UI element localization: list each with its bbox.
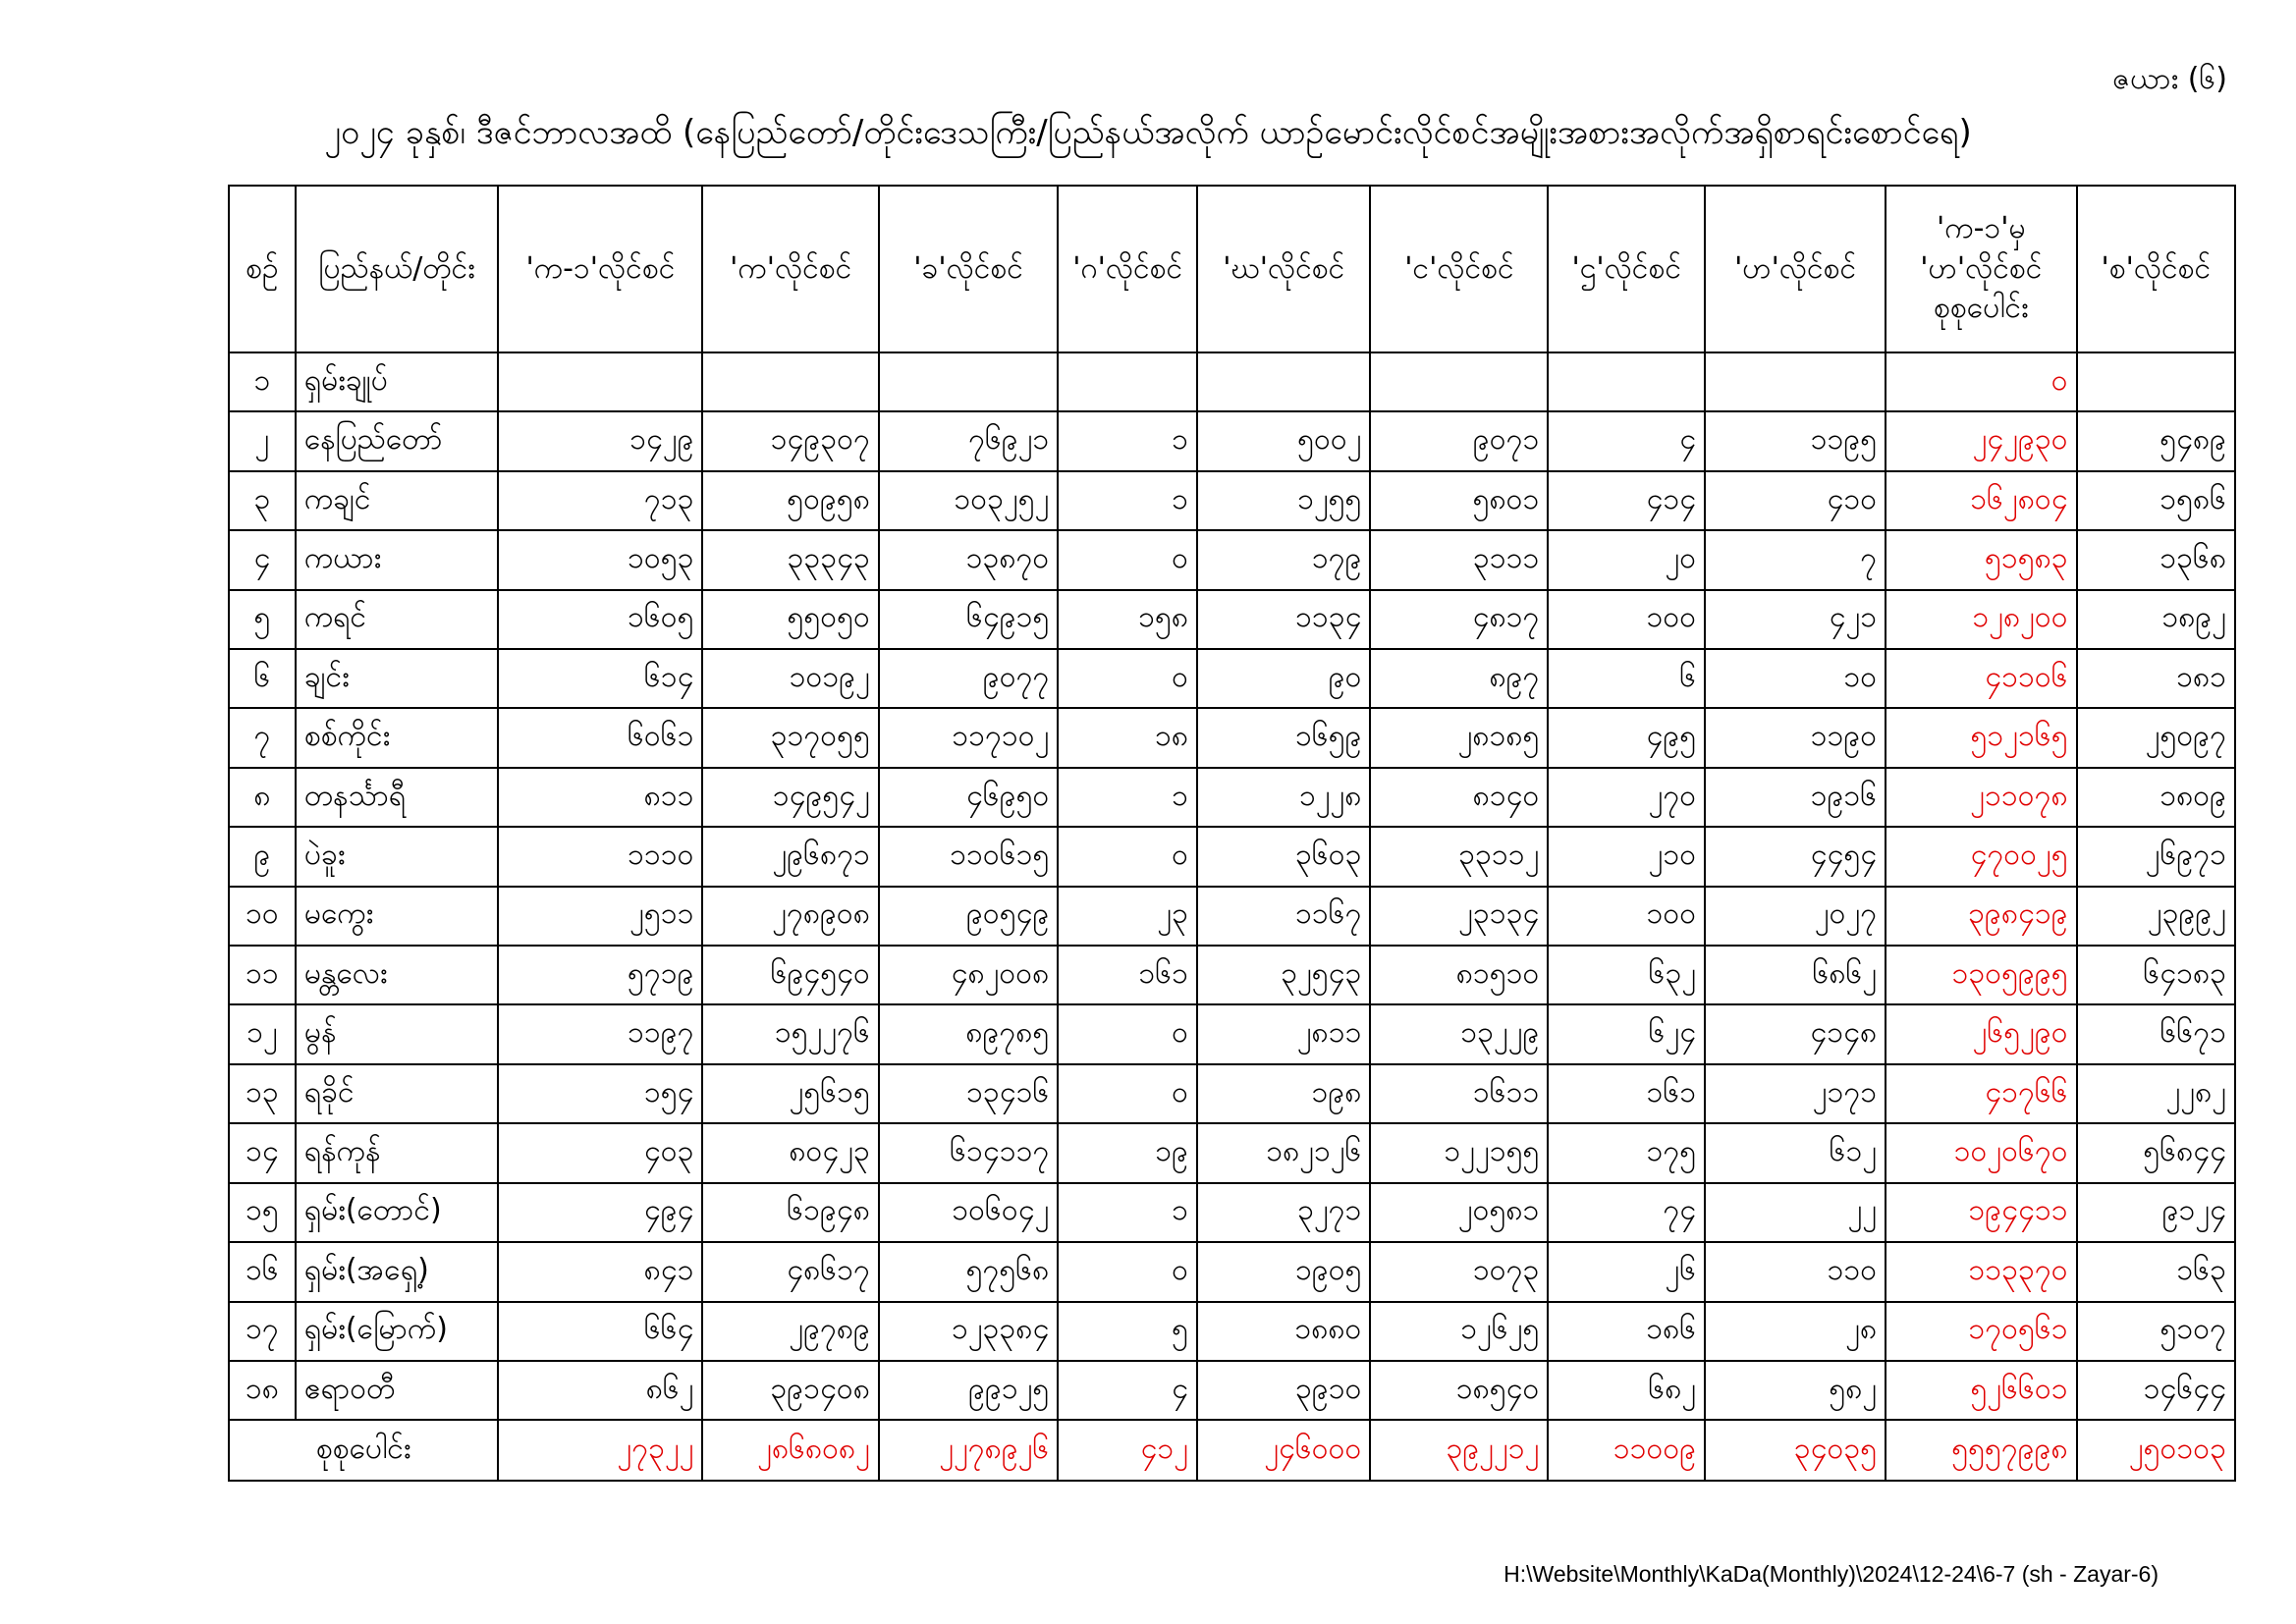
- license-count-cell: ၁၁၉၀: [1705, 708, 1886, 767]
- serial-number-cell: ၄: [229, 530, 296, 589]
- page-title: ၂၀၂၄ ခုနှစ်၊ ဒီဇင်ဘာလအထိ (နေပြည်တော်/တိုင်းဒေသကြီး/ပြည်နယ်အလိုက် ယာဉ်မောင်းလိုင်စင်အမျိုးအစားအလိုက်အရှိစာရင်းစောင်ရေ): [324, 113, 1972, 152]
- table-row: [229, 471, 2235, 530]
- license-count-cell: ၁၁၀: [1705, 1242, 1886, 1301]
- license-count-cell: ၁၇၅: [1548, 1123, 1705, 1182]
- license-count-cell: ၂၈၁၈၅: [1370, 708, 1548, 767]
- license-count-cell: ၄: [1058, 1361, 1197, 1420]
- license-count-cell: ၅၈၀၁: [1370, 471, 1548, 530]
- license-count-cell: ၁၉၁၆: [1705, 768, 1886, 827]
- license-count-cell: ၉၉၁၂၅: [879, 1361, 1058, 1420]
- license-count-cell: ၂၂: [1705, 1183, 1886, 1242]
- license-count-cell: ၄၈၂၀၀၈: [879, 946, 1058, 1004]
- header-cell: 'က-၁'လိုင်စင်: [498, 186, 702, 352]
- grand-total-cell: ၂၇၃၂၂: [498, 1420, 702, 1481]
- license-count-cell: ၁၀၀: [1548, 887, 1705, 946]
- grand-total-cell: ၄၁၂: [1058, 1420, 1197, 1481]
- license-count-cell: [1370, 352, 1548, 411]
- row-total-cell: ၃၉၈၄၁၉: [1886, 887, 2076, 946]
- license-count-cell: ၅၀၀၂: [1197, 411, 1370, 470]
- license-count-cell: ၄၉၅: [1548, 708, 1705, 767]
- license-count-cell: ၂၃၉၉၂: [2077, 887, 2235, 946]
- header-cell: 'ဂ'လိုင်စင်: [1058, 186, 1197, 352]
- region-name-cell: မွန်: [296, 1004, 499, 1063]
- region-name-cell: မန္တလေး: [296, 946, 499, 1004]
- license-count-cell: ၂၈၁၁: [1197, 1004, 1370, 1063]
- license-count-cell: ၁၈၆: [1548, 1302, 1705, 1361]
- header-cell: စဉ်: [229, 186, 296, 352]
- table-row: [229, 352, 2235, 411]
- license-count-cell: ၁၂၂၈: [1197, 768, 1370, 827]
- serial-number-cell: ၁၆: [229, 1242, 296, 1301]
- license-count-cell: ၁၁၉၅: [1705, 411, 1886, 470]
- table-row: [229, 1361, 2235, 1420]
- license-count-cell: ၁၅၈: [1058, 590, 1197, 649]
- license-count-cell: [1197, 352, 1370, 411]
- serial-number-cell: ၆: [229, 649, 296, 708]
- license-count-cell: ၁၁၆၇: [1197, 887, 1370, 946]
- grand-total-cell: ၂၅၀၁၀၃: [2077, 1420, 2235, 1481]
- license-count-cell: ၄၂၁: [1705, 590, 1886, 649]
- region-name-cell: ကရင်: [296, 590, 499, 649]
- license-count-cell: ၆၀၆၁: [498, 708, 702, 767]
- license-count-cell: ၄၉၄: [498, 1183, 702, 1242]
- license-count-cell: ၈၉၇: [1370, 649, 1548, 708]
- license-count-cell: ၁၀၅၃: [498, 530, 702, 589]
- license-count-cell: ၁၈: [1058, 708, 1197, 767]
- license-count-cell: ၆၄၁၈၃: [2077, 946, 2235, 1004]
- row-total-cell: ၅၂၆၆၀၁: [1886, 1361, 2076, 1420]
- table-row: [229, 708, 2235, 767]
- license-count-cell: ၂၅၆၁၅: [702, 1064, 878, 1123]
- header-cell: 'ဌ'လိုင်စင်: [1548, 186, 1705, 352]
- license-count-cell: ၁၈၀၉: [2077, 768, 2235, 827]
- license-count-cell: ၁၁၁၀: [498, 827, 702, 886]
- license-count-cell: ၀: [1058, 1242, 1197, 1301]
- region-name-cell: ရှမ်း(အရှေ့): [296, 1242, 499, 1301]
- license-count-cell: ၁၆၀၅: [498, 590, 702, 649]
- license-count-cell: ၂၃၁၃၄: [1370, 887, 1548, 946]
- license-count-cell: ၆၈၆၂: [1705, 946, 1886, 1004]
- license-count-cell: ၁၉: [1058, 1123, 1197, 1182]
- license-count-cell: ၂၉၆၈၇၁: [702, 827, 878, 886]
- license-count-cell: ၁၂၃၃၈၄: [879, 1302, 1058, 1361]
- license-count-cell: ၁၅၂၂၇၆: [702, 1004, 878, 1063]
- license-count-cell: ၁၈၂၁၂၆: [1197, 1123, 1370, 1182]
- license-count-cell: ၁၁၃၄: [1197, 590, 1370, 649]
- license-count-cell: ၂၉၇၈၉: [702, 1302, 878, 1361]
- license-count-cell: ၁၈၈၀: [1197, 1302, 1370, 1361]
- license-count-cell: [702, 352, 878, 411]
- serial-number-cell: ၁၈: [229, 1361, 296, 1420]
- grand-total-row: [229, 1420, 2235, 1481]
- license-count-cell: ၆၁၄: [498, 649, 702, 708]
- region-name-cell: ကယား: [296, 530, 499, 589]
- license-count-cell: ၁၃၆၈: [2077, 530, 2235, 589]
- license-count-cell: ၃၉၁၀: [1197, 1361, 1370, 1420]
- table-row: [229, 1183, 2235, 1242]
- license-count-cell: ၇၆၉၂၁: [879, 411, 1058, 470]
- row-total-cell: ၅၁၂၁၆၅: [1886, 708, 2076, 767]
- license-count-cell: ၈၄၁: [498, 1242, 702, 1301]
- license-count-cell: ၆၈၂: [1548, 1361, 1705, 1420]
- serial-number-cell: ၂: [229, 411, 296, 470]
- license-count-cell: ၅၈၂: [1705, 1361, 1886, 1420]
- license-count-cell: ၆: [1548, 649, 1705, 708]
- header-cell: 'ဟ'လိုင်စင်: [1705, 186, 1886, 352]
- serial-number-cell: ၇: [229, 708, 296, 767]
- license-count-cell: ၅၇၁၉: [498, 946, 702, 1004]
- license-count-cell: ၂၅၀၉၇: [2077, 708, 2235, 767]
- license-count-cell: ၂၀၅၈၁: [1370, 1183, 1548, 1242]
- row-total-cell: ၁၇၀၅၆၁: [1886, 1302, 2076, 1361]
- region-name-cell: ရှမ်းချုပ်: [296, 352, 499, 411]
- header-cell: 'ဃ'လိုင်စင်: [1197, 186, 1370, 352]
- license-count-cell: ၁၆၁: [1548, 1064, 1705, 1123]
- license-count-cell: ၁၃၈၇၀: [879, 530, 1058, 589]
- license-count-cell: ၃၂၅၄၃: [1197, 946, 1370, 1004]
- serial-number-cell: ၉: [229, 827, 296, 886]
- license-count-cell: [1705, 352, 1886, 411]
- license-count-cell: ၈၁၅၁၀: [1370, 946, 1548, 1004]
- license-count-cell: ၁၀၇၃: [1370, 1242, 1548, 1301]
- license-count-cell: ၁၄၂၉: [498, 411, 702, 470]
- license-count-cell: ၂၆: [1548, 1242, 1705, 1301]
- row-total-cell: ၄၇၀၀၂၅: [1886, 827, 2076, 886]
- license-count-cell: ၉၀၇၇: [879, 649, 1058, 708]
- license-count-cell: ၅: [1058, 1302, 1197, 1361]
- license-count-cell: ၀: [1058, 827, 1197, 886]
- row-total-cell: ၀: [1886, 352, 2076, 411]
- license-count-cell: ၁: [1058, 411, 1197, 470]
- license-count-cell: ၁၀၁၉၂: [702, 649, 878, 708]
- license-count-cell: ၁၀၀: [1548, 590, 1705, 649]
- license-count-cell: ၆၃၂: [1548, 946, 1705, 1004]
- license-count-cell: ၂၀: [1548, 530, 1705, 589]
- license-count-cell: ၁၄၉၃၀၇: [702, 411, 878, 470]
- grand-total-label: စုစုပေါင်း: [229, 1420, 498, 1481]
- table-row: [229, 768, 2235, 827]
- grand-total-cell: ၁၁၀၀၉: [1548, 1420, 1705, 1481]
- grand-total-cell: ၂၄၆၀၀၀: [1197, 1420, 1370, 1481]
- header-cell: 'က'လိုင်စင်: [702, 186, 878, 352]
- table-row: [229, 1004, 2235, 1063]
- row-total-cell: ၂၄၂၉၃၀: [1886, 411, 2076, 470]
- license-count-cell: ၁၁၇၁၀၂: [879, 708, 1058, 767]
- file-path-footer: H:\Website\Monthly\KaDa(Monthly)\2024\12-24\6-7 (sh - Zayar-6): [1503, 1561, 2159, 1587]
- license-count-cell: ၁၉၈: [1197, 1064, 1370, 1123]
- license-count-cell: ၃၁၇၀၅၅: [702, 708, 878, 767]
- license-count-cell: ၁၀၆၀၄၂: [879, 1183, 1058, 1242]
- header-cell: 'ခ'လိုင်စင်: [879, 186, 1058, 352]
- license-count-cell: ၅၅၀၅၀: [702, 590, 878, 649]
- row-total-cell: ၂၆၅၂၉၀: [1886, 1004, 2076, 1063]
- table-row: [229, 1302, 2235, 1361]
- license-count-cell: ၃၂၇၁: [1197, 1183, 1370, 1242]
- license-count-cell: ၈၁၁: [498, 768, 702, 827]
- license-count-cell: ၁၇၉: [1197, 530, 1370, 589]
- serial-number-cell: ၁၄: [229, 1123, 296, 1182]
- license-count-cell: ၄၁၀: [1705, 471, 1886, 530]
- table-row: [229, 411, 2235, 470]
- license-count-cell: [2077, 352, 2235, 411]
- license-count-cell: ၆၁၄၁၁၇: [879, 1123, 1058, 1182]
- serial-number-cell: ၁၅: [229, 1183, 296, 1242]
- license-count-cell: ၁၄၉၅၄၂: [702, 768, 878, 827]
- region-name-cell: ကချင်: [296, 471, 499, 530]
- license-count-cell: ၁၅၄: [498, 1064, 702, 1123]
- serial-number-cell: ၁၀: [229, 887, 296, 946]
- license-count-cell: ၂၂၈၂: [2077, 1064, 2235, 1123]
- license-count-cell: ၁၂၆၂၅: [1370, 1302, 1548, 1361]
- serial-number-cell: ၃: [229, 471, 296, 530]
- serial-number-cell: ၁၃: [229, 1064, 296, 1123]
- grand-total-cell: ၅၅၅၇၉၉၈: [1886, 1420, 2076, 1481]
- license-count-cell: ၁၃၄၁၆: [879, 1064, 1058, 1123]
- license-count-cell: ၅၁၀၇: [2077, 1302, 2235, 1361]
- license-count-cell: ၄၆၉၅၀: [879, 768, 1058, 827]
- table-row: [229, 590, 2235, 649]
- license-count-cell: ၅၄၈၉: [2077, 411, 2235, 470]
- license-count-cell: ၂၆၉၇၁: [2077, 827, 2235, 886]
- license-count-cell: ၆၁၉၄၈: [702, 1183, 878, 1242]
- row-total-cell: ၄၁၁၀၆: [1886, 649, 2076, 708]
- table-row: [229, 1242, 2235, 1301]
- license-count-cell: ၉၀: [1197, 649, 1370, 708]
- license-count-cell: ၈၉၇၈၅: [879, 1004, 1058, 1063]
- license-count-cell: ၁၂၅၅: [1197, 471, 1370, 530]
- license-count-cell: ၂၇၈၉၀၈: [702, 887, 878, 946]
- license-count-cell: [1058, 352, 1197, 411]
- license-count-cell: ၅၆၈၄၄: [2077, 1123, 2235, 1182]
- table-row: [229, 649, 2235, 708]
- license-count-cell: ၁၀၃၂၅၂: [879, 471, 1058, 530]
- license-count-cell: ၁၆၁: [1058, 946, 1197, 1004]
- table-row: [229, 1123, 2235, 1182]
- license-count-cell: ၁၈၉၂: [2077, 590, 2235, 649]
- serial-number-cell: ၈: [229, 768, 296, 827]
- serial-number-cell: ၁၇: [229, 1302, 296, 1361]
- license-count-cell: ၁: [1058, 1183, 1197, 1242]
- license-count-cell: ၄၁၄၈: [1705, 1004, 1886, 1063]
- license-count-cell: ၆၆၇၁: [2077, 1004, 2235, 1063]
- serial-number-cell: ၅: [229, 590, 296, 649]
- grand-total-cell: ၂၈၆၈၀၈၂: [702, 1420, 878, 1481]
- table-row: [229, 887, 2235, 946]
- license-count-cell: ၂၇၀: [1548, 768, 1705, 827]
- license-count-cell: ၁၀: [1705, 649, 1886, 708]
- row-total-cell: ၁၁၃၃၇၀: [1886, 1242, 2076, 1301]
- license-count-cell: ၁၆၃: [2077, 1242, 2235, 1301]
- region-name-cell: ချင်း: [296, 649, 499, 708]
- table-row: [229, 1064, 2235, 1123]
- license-count-cell: ၄: [1548, 411, 1705, 470]
- row-total-cell: ၁၀၂၀၆၇၀: [1886, 1123, 2076, 1182]
- license-count-cell: ၂၃: [1058, 887, 1197, 946]
- grand-total-cell: ၂၂၇၈၉၂၆: [879, 1420, 1058, 1481]
- region-name-cell: ရခိုင်: [296, 1064, 499, 1123]
- region-name-cell: စစ်ကိုင်း: [296, 708, 499, 767]
- grand-total-cell: ၃၄၀၃၅: [1705, 1420, 1886, 1481]
- license-count-cell: ၀: [1058, 530, 1197, 589]
- region-name-cell: တနင်္သာရီ: [296, 768, 499, 827]
- license-count-cell: ၂၈: [1705, 1302, 1886, 1361]
- serial-number-cell: ၁: [229, 352, 296, 411]
- license-count-cell: ၃၃၃၄၃: [702, 530, 878, 589]
- header-row: [229, 186, 2235, 352]
- license-count-cell: ၄၄၅၄: [1705, 827, 1886, 886]
- license-count-cell: ၁၆၁၁: [1370, 1064, 1548, 1123]
- license-count-cell: ၄၁၄: [1548, 471, 1705, 530]
- region-name-cell: ရန်ကုန်: [296, 1123, 499, 1182]
- license-count-cell: ၁: [1058, 471, 1197, 530]
- license-count-cell: ၉၀၇၁: [1370, 411, 1548, 470]
- license-count-cell: ၆၉၄၅၄၀: [702, 946, 878, 1004]
- license-count-cell: ၄၈၁၇: [1370, 590, 1548, 649]
- license-count-cell: [879, 352, 1058, 411]
- license-count-cell: ၈၆၂: [498, 1361, 702, 1420]
- license-count-cell: ၇၁၃: [498, 471, 702, 530]
- license-count-cell: ၉၁၂၄: [2077, 1183, 2235, 1242]
- table-row: [229, 530, 2235, 589]
- region-name-cell: မကွေး: [296, 887, 499, 946]
- license-count-cell: ၃၁၁၁: [1370, 530, 1548, 589]
- license-count-cell: ၅၇၅၆၈: [879, 1242, 1058, 1301]
- license-count-cell: ၆၂၄: [1548, 1004, 1705, 1063]
- region-name-cell: ပဲခူး: [296, 827, 499, 886]
- license-count-cell: ၁၆၅၉: [1197, 708, 1370, 767]
- row-total-cell: ၂၁၁၀၇၈: [1886, 768, 2076, 827]
- license-count-cell: ၆၁၂: [1705, 1123, 1886, 1182]
- header-cell: 'စ'လိုင်စင်: [2077, 186, 2235, 352]
- license-count-cell: ၁၅၈၆: [2077, 471, 2235, 530]
- license-count-cell: ၁၁၀၆၁၅: [879, 827, 1058, 886]
- license-count-cell: ၆၄၉၁၅: [879, 590, 1058, 649]
- license-count-cell: [498, 352, 702, 411]
- table-row: [229, 827, 2235, 886]
- row-total-cell: ၁၂၈၂၀၀: [1886, 590, 2076, 649]
- license-count-cell: ၇: [1705, 530, 1886, 589]
- license-count-cell: [1548, 352, 1705, 411]
- license-count-cell: ၁၈၅၄၀: [1370, 1361, 1548, 1420]
- license-count-cell: ၂၁၀: [1548, 827, 1705, 886]
- license-count-cell: ၄၈၆၁၇: [702, 1242, 878, 1301]
- license-count-cell: ၃၉၁၄၀၈: [702, 1361, 878, 1420]
- license-count-cell: ၁၃၂၂၉: [1370, 1004, 1548, 1063]
- region-name-cell: ရှမ်း(တောင်): [296, 1183, 499, 1242]
- license-count-cell: ၃၆၀၃: [1197, 827, 1370, 886]
- table-row: [229, 946, 2235, 1004]
- region-name-cell: နေပြည်တော်: [296, 411, 499, 470]
- license-table: [228, 185, 2236, 1482]
- license-count-cell: ၈၀၄၂၃: [702, 1123, 878, 1182]
- license-count-cell: ၁: [1058, 768, 1197, 827]
- license-count-cell: ၂၀၂၇: [1705, 887, 1886, 946]
- header-cell: 'င'လိုင်စင်: [1370, 186, 1548, 352]
- region-name-cell: ဧရာဝတီ: [296, 1361, 499, 1420]
- grand-total-cell: ၃၉၂၂၁၂: [1370, 1420, 1548, 1481]
- license-count-cell: ၁၁၉၇: [498, 1004, 702, 1063]
- row-total-cell: ၄၁၇၆၆: [1886, 1064, 2076, 1123]
- table-number: ဇယား (၆): [2112, 62, 2227, 96]
- header-cell: ပြည်နယ်/တိုင်း: [296, 186, 499, 352]
- row-total-cell: ၁၉၄၄၁၁: [1886, 1183, 2076, 1242]
- license-count-cell: ၁၂၂၁၅၅: [1370, 1123, 1548, 1182]
- row-total-cell: ၁၃၀၅၉၉၅: [1886, 946, 2076, 1004]
- region-name-cell: ရှမ်း(မြောက်): [296, 1302, 499, 1361]
- license-count-cell: ၅၀၉၅၈: [702, 471, 878, 530]
- header-cell: 'က-၁'မှ 'ဟ'လိုင်စင် စုစုပေါင်း: [1886, 186, 2076, 352]
- row-total-cell: ၅၁၅၈၃: [1886, 530, 2076, 589]
- serial-number-cell: ၁၁: [229, 946, 296, 1004]
- license-count-cell: ၂၅၁၁: [498, 887, 702, 946]
- license-count-cell: ၀: [1058, 1064, 1197, 1123]
- row-total-cell: ၁၆၂၈၀၄: [1886, 471, 2076, 530]
- license-count-cell: ၁၉၀၅: [1197, 1242, 1370, 1301]
- license-count-cell: ၄၀၃: [498, 1123, 702, 1182]
- license-count-cell: ၁၄၆၄၄: [2077, 1361, 2235, 1420]
- license-count-cell: ၈၁၄၀: [1370, 768, 1548, 827]
- license-count-cell: ၀: [1058, 1004, 1197, 1063]
- license-count-cell: ၉၀၅၄၉: [879, 887, 1058, 946]
- license-count-cell: ၆၆၄: [498, 1302, 702, 1361]
- serial-number-cell: ၁၂: [229, 1004, 296, 1063]
- license-count-cell: ၂၁၇၁: [1705, 1064, 1886, 1123]
- license-count-cell: ၀: [1058, 649, 1197, 708]
- license-count-cell: ၇၄: [1548, 1183, 1705, 1242]
- license-count-cell: ၁၈၁: [2077, 649, 2235, 708]
- license-count-cell: ၃၃၁၁၂: [1370, 827, 1548, 886]
